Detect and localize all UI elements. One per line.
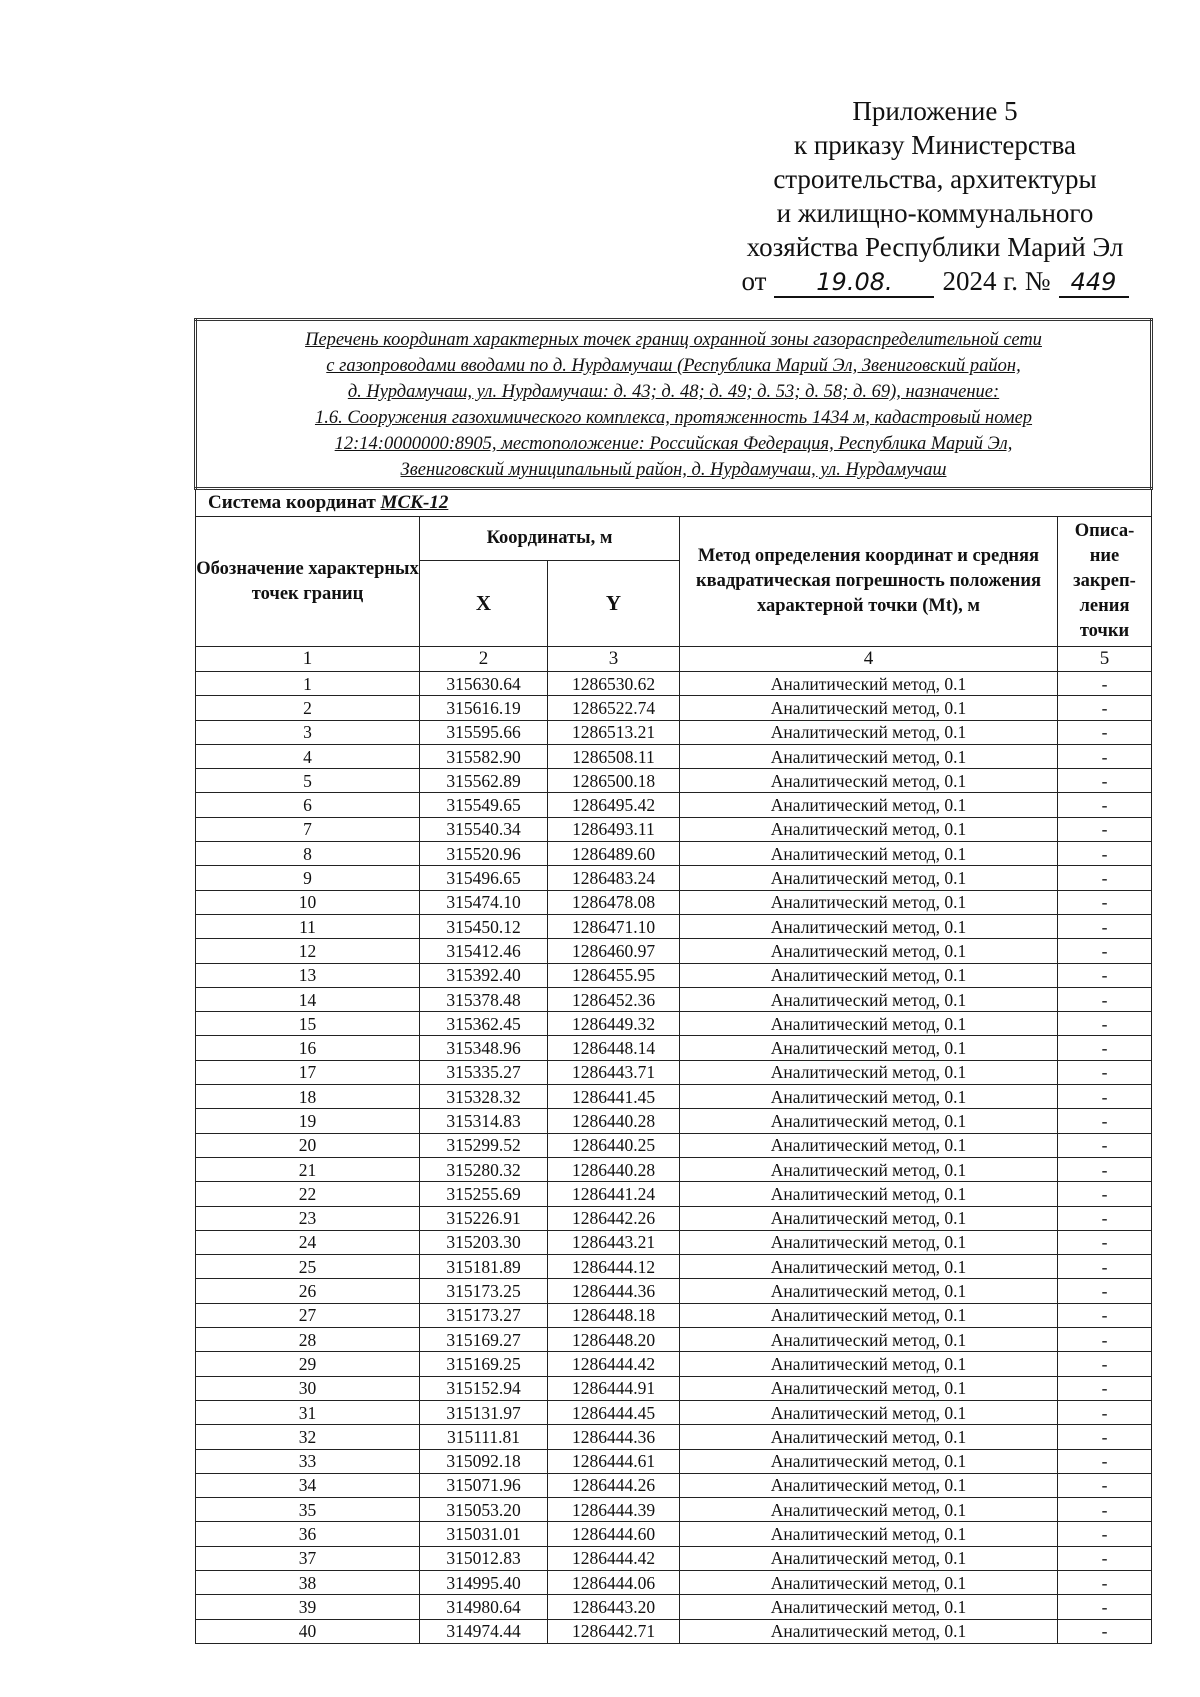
y-cell: 1286483.24 [548, 866, 680, 890]
method-cell: Аналитический метод, 0.1 [680, 1352, 1058, 1376]
x-cell: 315111.81 [420, 1425, 548, 1449]
description-cell: - [1058, 1230, 1152, 1254]
y-cell: 1286444.61 [548, 1449, 680, 1473]
method-cell: Аналитический метод, 0.1 [680, 866, 1058, 890]
point-number-cell: 25 [196, 1255, 420, 1279]
x-cell: 315071.96 [420, 1473, 548, 1497]
method-cell: Аналитический метод, 0.1 [680, 1376, 1058, 1400]
method-cell: Аналитический метод, 0.1 [680, 1449, 1058, 1473]
column-x: X [420, 561, 548, 647]
description-cell: - [1058, 866, 1152, 890]
method-cell: Аналитический метод, 0.1 [680, 1085, 1058, 1109]
column-number: 3 [548, 647, 680, 672]
annex-block [700, 94, 1170, 298]
description-cell: - [1058, 890, 1152, 914]
x-cell: 315496.65 [420, 866, 548, 890]
x-cell: 315314.83 [420, 1109, 548, 1133]
table-row [196, 1570, 1152, 1594]
column-description [1058, 517, 1152, 647]
x-cell: 314995.40 [420, 1570, 548, 1594]
method-cell: Аналитический метод, 0.1 [680, 1619, 1058, 1643]
column-description-line: ние [1089, 546, 1120, 566]
description-cell: - [1058, 1255, 1152, 1279]
y-cell: 1286500.18 [548, 769, 680, 793]
y-cell: 1286444.42 [548, 1352, 680, 1376]
table-row [196, 1619, 1152, 1643]
x-cell: 315012.83 [420, 1546, 548, 1570]
method-cell: Аналитический метод, 0.1 [680, 890, 1058, 914]
y-cell: 1286513.21 [548, 720, 680, 744]
description-cell: - [1058, 963, 1152, 987]
table-row [196, 1230, 1152, 1254]
description-cell: - [1058, 1036, 1152, 1060]
x-cell: 315616.19 [420, 696, 548, 720]
description-cell: - [1058, 1546, 1152, 1570]
y-cell: 1286448.20 [548, 1328, 680, 1352]
point-number-cell: 16 [196, 1036, 420, 1060]
x-cell: 315582.90 [420, 744, 548, 768]
description-cell: - [1058, 672, 1152, 696]
point-number-cell: 9 [196, 866, 420, 890]
method-cell: Аналитический метод, 0.1 [680, 914, 1058, 938]
description-cell: - [1058, 696, 1152, 720]
y-cell: 1286444.60 [548, 1522, 680, 1546]
method-cell: Аналитический метод, 0.1 [680, 1109, 1058, 1133]
point-number-cell: 18 [196, 1085, 420, 1109]
annex-line: хозяйства Республики Марий Эл [746, 232, 1124, 262]
y-cell: 1286460.97 [548, 939, 680, 963]
point-number-cell: 31 [196, 1400, 420, 1424]
method-cell: Аналитический метод, 0.1 [680, 987, 1058, 1011]
point-number-cell: 6 [196, 793, 420, 817]
coordinates-table [194, 318, 1153, 1644]
method-cell: Аналитический метод, 0.1 [680, 769, 1058, 793]
table-row [196, 1279, 1152, 1303]
description-cell: - [1058, 1570, 1152, 1594]
point-number-cell: 24 [196, 1230, 420, 1254]
method-cell: Аналитический метод, 0.1 [680, 1328, 1058, 1352]
method-cell: Аналитический метод, 0.1 [680, 672, 1058, 696]
description-cell: - [1058, 1328, 1152, 1352]
y-cell: 1286448.14 [548, 1036, 680, 1060]
table-row [196, 1449, 1152, 1473]
y-cell: 1286443.71 [548, 1060, 680, 1084]
point-number-cell: 17 [196, 1060, 420, 1084]
y-cell: 1286444.45 [548, 1400, 680, 1424]
point-number-cell: 11 [196, 914, 420, 938]
description-cell: - [1058, 1133, 1152, 1157]
point-number-cell: 21 [196, 1157, 420, 1181]
point-number-cell: 23 [196, 1206, 420, 1230]
column-number: 5 [1058, 647, 1152, 672]
x-cell: 315474.10 [420, 890, 548, 914]
table-row [196, 672, 1152, 696]
table-title-line: 12:14:0000000:8905, местоположение: Российская Федерация, Республика Марий Эл, [334, 434, 1013, 454]
point-number-cell: 22 [196, 1182, 420, 1206]
table-row [196, 987, 1152, 1011]
y-cell: 1286443.20 [548, 1595, 680, 1619]
description-cell: - [1058, 1303, 1152, 1327]
column-description-line: закреп- [1073, 571, 1136, 591]
method-cell: Аналитический метод, 0.1 [680, 1255, 1058, 1279]
point-number-cell: 13 [196, 963, 420, 987]
point-number-cell: 15 [196, 1012, 420, 1036]
point-number-cell: 33 [196, 1449, 420, 1473]
x-cell: 315053.20 [420, 1498, 548, 1522]
method-cell: Аналитический метод, 0.1 [680, 1595, 1058, 1619]
x-cell: 315031.01 [420, 1522, 548, 1546]
method-cell: Аналитический метод, 0.1 [680, 1036, 1058, 1060]
annex-date-line [700, 264, 1170, 298]
description-cell: - [1058, 914, 1152, 938]
point-number-cell: 35 [196, 1498, 420, 1522]
method-cell: Аналитический метод, 0.1 [680, 744, 1058, 768]
x-cell: 315181.89 [420, 1255, 548, 1279]
table-row [196, 720, 1152, 744]
method-cell: Аналитический метод, 0.1 [680, 1182, 1058, 1206]
column-number: 2 [420, 647, 548, 672]
description-cell: - [1058, 1085, 1152, 1109]
method-cell: Аналитический метод, 0.1 [680, 1546, 1058, 1570]
table-title-line: с газопроводами вводами по д. Нурдамучаш (Республика Марий Эл, Звениговский район, [326, 356, 1021, 376]
table-row [196, 1400, 1152, 1424]
x-cell: 315362.45 [420, 1012, 548, 1036]
x-cell: 315562.89 [420, 769, 548, 793]
table-row [196, 1498, 1152, 1522]
table-row [196, 1352, 1152, 1376]
method-cell: Аналитический метод, 0.1 [680, 1230, 1058, 1254]
point-number-cell: 1 [196, 672, 420, 696]
x-cell: 315226.91 [420, 1206, 548, 1230]
description-cell: - [1058, 1279, 1152, 1303]
description-cell: - [1058, 1473, 1152, 1497]
description-cell: - [1058, 817, 1152, 841]
point-number-cell: 37 [196, 1546, 420, 1570]
table-row [196, 1303, 1152, 1327]
method-cell: Аналитический метод, 0.1 [680, 1157, 1058, 1181]
annex-line: строительства, архитектуры [773, 164, 1097, 194]
description-cell: - [1058, 1352, 1152, 1376]
column-description-line: точки [1079, 621, 1130, 641]
x-cell: 315348.96 [420, 1036, 548, 1060]
point-number-cell: 27 [196, 1303, 420, 1327]
y-cell: 1286440.28 [548, 1157, 680, 1181]
point-number-cell: 2 [196, 696, 420, 720]
table-row [196, 1255, 1152, 1279]
description-cell: - [1058, 1449, 1152, 1473]
description-cell: - [1058, 1206, 1152, 1230]
x-cell: 314980.64 [420, 1595, 548, 1619]
x-cell: 315630.64 [420, 672, 548, 696]
table-row [196, 1595, 1152, 1619]
coordinate-system-row [196, 489, 1152, 517]
x-cell: 315173.25 [420, 1279, 548, 1303]
description-cell: - [1058, 939, 1152, 963]
x-cell: 315152.94 [420, 1376, 548, 1400]
table-row [196, 963, 1152, 987]
annex-line: к приказу Министерства [793, 130, 1077, 160]
description-cell: - [1058, 1400, 1152, 1424]
table-row [196, 914, 1152, 938]
method-cell: Аналитический метод, 0.1 [680, 1522, 1058, 1546]
order-date: 19.08. [774, 268, 934, 298]
description-cell: - [1058, 1425, 1152, 1449]
table-title-line: Перечень координат характерных точек границ охранной зоны газораспределительной сети [305, 330, 1042, 350]
column-description-line: ления [1079, 596, 1130, 616]
method-cell: Аналитический метод, 0.1 [680, 1060, 1058, 1084]
description-cell: - [1058, 987, 1152, 1011]
x-cell: 315549.65 [420, 793, 548, 817]
x-cell: 315255.69 [420, 1182, 548, 1206]
y-cell: 1286442.26 [548, 1206, 680, 1230]
description-cell: - [1058, 1498, 1152, 1522]
description-cell: - [1058, 842, 1152, 866]
x-cell: 314974.44 [420, 1619, 548, 1643]
order-number: 449 [1059, 268, 1129, 298]
table-row [196, 1473, 1152, 1497]
x-cell: 315335.27 [420, 1060, 548, 1084]
y-cell: 1286442.71 [548, 1619, 680, 1643]
table-row [196, 1328, 1152, 1352]
column-y: Y [548, 561, 680, 647]
point-number-cell: 26 [196, 1279, 420, 1303]
table-row [196, 769, 1152, 793]
table-row [196, 939, 1152, 963]
coordinates-rows [196, 672, 1152, 1644]
y-cell: 1286489.60 [548, 842, 680, 866]
description-cell: - [1058, 1012, 1152, 1036]
description-cell: - [1058, 769, 1152, 793]
description-cell: - [1058, 1157, 1152, 1181]
table-row [196, 1109, 1152, 1133]
y-cell: 1286441.45 [548, 1085, 680, 1109]
column-coordinates: Координаты, м [420, 517, 680, 561]
method-cell: Аналитический метод, 0.1 [680, 1279, 1058, 1303]
x-cell: 315299.52 [420, 1133, 548, 1157]
description-cell: - [1058, 1376, 1152, 1400]
point-number-cell: 19 [196, 1109, 420, 1133]
x-cell: 315595.66 [420, 720, 548, 744]
point-number-cell: 29 [196, 1352, 420, 1376]
y-cell: 1286443.21 [548, 1230, 680, 1254]
method-cell: Аналитический метод, 0.1 [680, 1425, 1058, 1449]
y-cell: 1286495.42 [548, 793, 680, 817]
coordinate-system-label: Система координат [208, 492, 376, 513]
description-cell: - [1058, 1595, 1152, 1619]
table-row [196, 696, 1152, 720]
x-cell: 315378.48 [420, 987, 548, 1011]
annex-title: Приложение 5 [852, 96, 1018, 126]
annex-line: и жилищно-коммунального [776, 198, 1094, 228]
table-row [196, 866, 1152, 890]
y-cell: 1286444.42 [548, 1546, 680, 1570]
point-number-cell: 10 [196, 890, 420, 914]
table-row [196, 1060, 1152, 1084]
point-number-cell: 12 [196, 939, 420, 963]
table-row [196, 1182, 1152, 1206]
column-method: Метод определения координат и средняя квадратическая погрешность положения характерной точки (Mt), м [680, 517, 1058, 647]
from-label: от [741, 266, 767, 296]
method-cell: Аналитический метод, 0.1 [680, 963, 1058, 987]
method-cell: Аналитический метод, 0.1 [680, 720, 1058, 744]
y-cell: 1286444.26 [548, 1473, 680, 1497]
column-number: 1 [196, 647, 420, 672]
table-row [196, 1157, 1152, 1181]
table-row [196, 842, 1152, 866]
method-cell: Аналитический метод, 0.1 [680, 1206, 1058, 1230]
method-cell: Аналитический метод, 0.1 [680, 1400, 1058, 1424]
coordinate-system-value: МСК-12 [380, 492, 449, 513]
y-cell: 1286449.32 [548, 1012, 680, 1036]
y-cell: 1286448.18 [548, 1303, 680, 1327]
point-number-cell: 3 [196, 720, 420, 744]
description-cell: - [1058, 744, 1152, 768]
point-number-cell: 4 [196, 744, 420, 768]
table-row [196, 1012, 1152, 1036]
table-row [196, 1522, 1152, 1546]
x-cell: 315412.46 [420, 939, 548, 963]
point-number-cell: 34 [196, 1473, 420, 1497]
method-cell: Аналитический метод, 0.1 [680, 842, 1058, 866]
y-cell: 1286493.11 [548, 817, 680, 841]
y-cell: 1286455.95 [548, 963, 680, 987]
year-label: 2024 г. № [942, 266, 1051, 296]
y-cell: 1286444.36 [548, 1425, 680, 1449]
method-cell: Аналитический метод, 0.1 [680, 1473, 1058, 1497]
method-cell: Аналитический метод, 0.1 [680, 793, 1058, 817]
x-cell: 315092.18 [420, 1449, 548, 1473]
y-cell: 1286444.91 [548, 1376, 680, 1400]
table-title [196, 320, 1152, 489]
point-number-cell: 38 [196, 1570, 420, 1594]
table-row [196, 1085, 1152, 1109]
y-cell: 1286508.11 [548, 744, 680, 768]
method-cell: Аналитический метод, 0.1 [680, 1498, 1058, 1522]
x-cell: 315203.30 [420, 1230, 548, 1254]
point-number-cell: 30 [196, 1376, 420, 1400]
table-row [196, 817, 1152, 841]
y-cell: 1286471.10 [548, 914, 680, 938]
x-cell: 315169.27 [420, 1328, 548, 1352]
y-cell: 1286440.25 [548, 1133, 680, 1157]
column-number: 4 [680, 647, 1058, 672]
y-cell: 1286444.39 [548, 1498, 680, 1522]
table-row [196, 1425, 1152, 1449]
table-row [196, 1206, 1152, 1230]
point-number-cell: 20 [196, 1133, 420, 1157]
y-cell: 1286440.28 [548, 1109, 680, 1133]
description-cell: - [1058, 1060, 1152, 1084]
table-row [196, 793, 1152, 817]
point-number-cell: 32 [196, 1425, 420, 1449]
table-row [196, 1376, 1152, 1400]
description-cell: - [1058, 1182, 1152, 1206]
x-cell: 315328.32 [420, 1085, 548, 1109]
description-cell: - [1058, 793, 1152, 817]
x-cell: 315392.40 [420, 963, 548, 987]
point-number-cell: 8 [196, 842, 420, 866]
description-cell: - [1058, 1522, 1152, 1546]
x-cell: 315169.25 [420, 1352, 548, 1376]
y-cell: 1286444.06 [548, 1570, 680, 1594]
y-cell: 1286441.24 [548, 1182, 680, 1206]
table-row [196, 1546, 1152, 1570]
point-number-cell: 39 [196, 1595, 420, 1619]
method-cell: Аналитический метод, 0.1 [680, 1303, 1058, 1327]
point-number-cell: 7 [196, 817, 420, 841]
y-cell: 1286452.36 [548, 987, 680, 1011]
method-cell: Аналитический метод, 0.1 [680, 939, 1058, 963]
point-number-cell: 5 [196, 769, 420, 793]
y-cell: 1286478.08 [548, 890, 680, 914]
table-row [196, 744, 1152, 768]
method-cell: Аналитический метод, 0.1 [680, 1012, 1058, 1036]
method-cell: Аналитический метод, 0.1 [680, 817, 1058, 841]
point-number-cell: 36 [196, 1522, 420, 1546]
column-designation: Обозначение характерных точек границ [196, 517, 420, 647]
method-cell: Аналитический метод, 0.1 [680, 696, 1058, 720]
table-title-line: Звениговский муниципальный район, д. Нурдамучаш, ул. Нурдамучаш [400, 460, 947, 480]
description-cell: - [1058, 1619, 1152, 1643]
table-row [196, 1036, 1152, 1060]
y-cell: 1286530.62 [548, 672, 680, 696]
point-number-cell: 40 [196, 1619, 420, 1643]
x-cell: 315173.27 [420, 1303, 548, 1327]
description-cell: - [1058, 720, 1152, 744]
x-cell: 315540.34 [420, 817, 548, 841]
column-description-line: Описа- [1074, 521, 1135, 541]
y-cell: 1286522.74 [548, 696, 680, 720]
table-row [196, 890, 1152, 914]
table-row [196, 1133, 1152, 1157]
y-cell: 1286444.12 [548, 1255, 680, 1279]
y-cell: 1286444.36 [548, 1279, 680, 1303]
table-title-line: д. Нурдамучаш, ул. Нурдамучаш: д. 43; д. 48; д. 49; д. 53; д. 58; д. 69), назначение: [347, 382, 1000, 402]
table-title-line: 1.6. Сооружения газохимического комплекса, протяженность 1434 м, кадастровый номер [314, 408, 1033, 428]
x-cell: 315131.97 [420, 1400, 548, 1424]
description-cell: - [1058, 1109, 1152, 1133]
method-cell: Аналитический метод, 0.1 [680, 1133, 1058, 1157]
point-number-cell: 14 [196, 987, 420, 1011]
x-cell: 315450.12 [420, 914, 548, 938]
method-cell: Аналитический метод, 0.1 [680, 1570, 1058, 1594]
x-cell: 315520.96 [420, 842, 548, 866]
x-cell: 315280.32 [420, 1157, 548, 1181]
point-number-cell: 28 [196, 1328, 420, 1352]
